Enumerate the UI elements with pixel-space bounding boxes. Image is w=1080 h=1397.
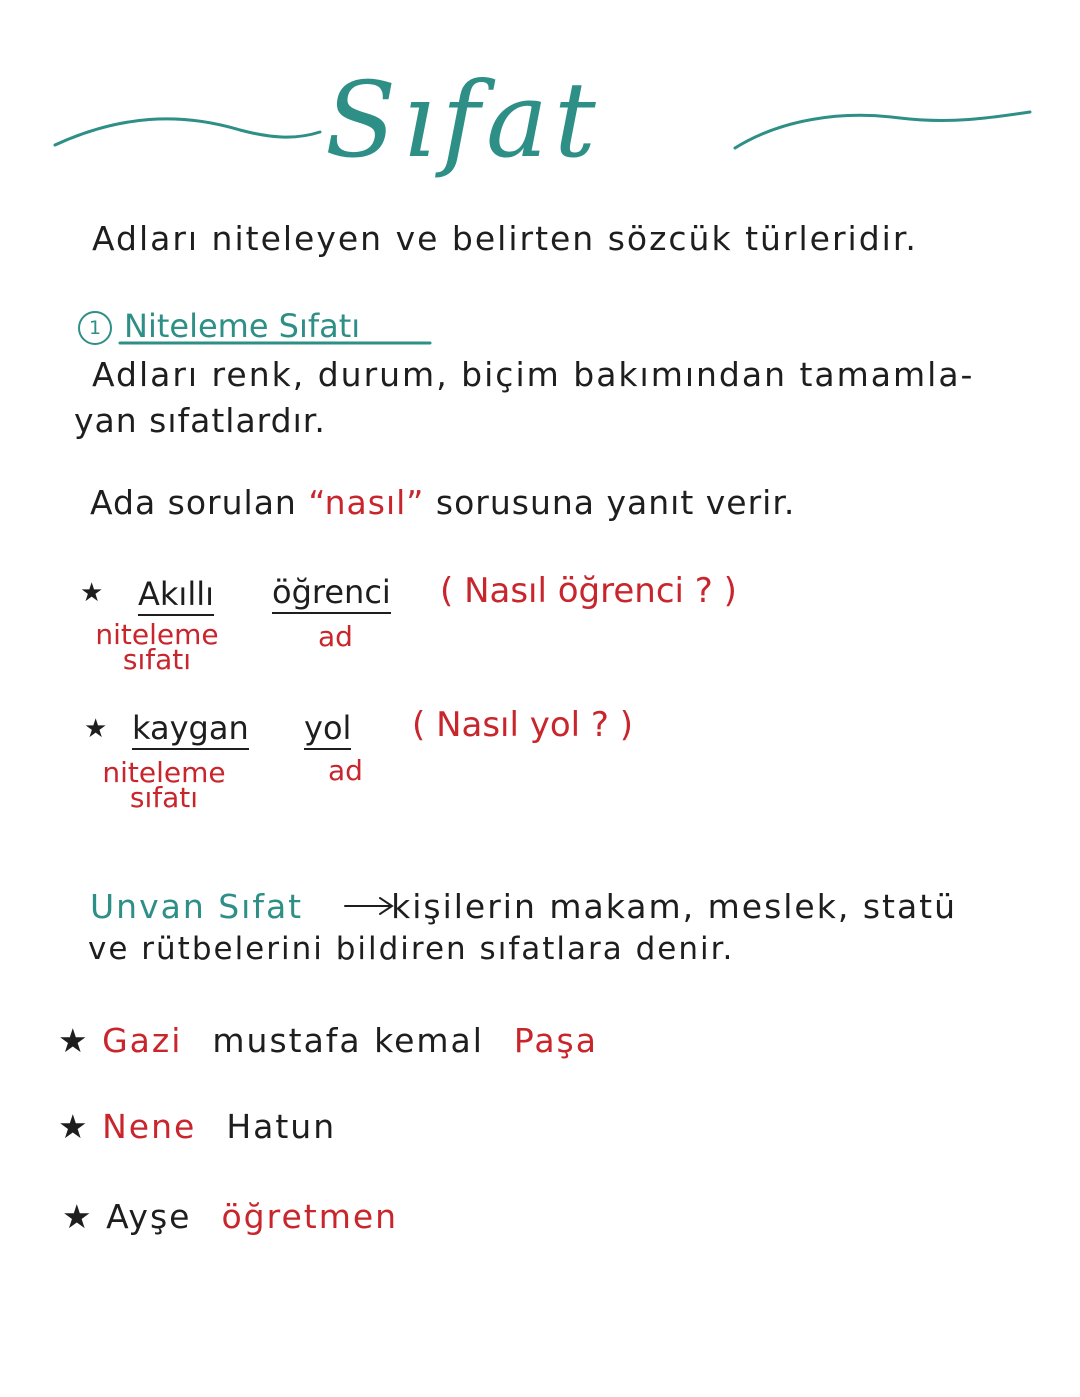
title-swoosh-left xyxy=(55,119,320,145)
definition-line-2: yan sıfatlardır. xyxy=(74,401,326,440)
example-adjective: Akıllı xyxy=(138,578,214,616)
unvan-example xyxy=(62,1197,399,1236)
star-icon: ★ xyxy=(62,1197,94,1236)
star-icon: ★ xyxy=(80,578,104,608)
person-name: Hatun xyxy=(226,1107,337,1146)
adjective-label: niteleme sıfatı xyxy=(102,756,226,815)
title-swoosh-right xyxy=(735,112,1030,148)
title-after: öğretmen xyxy=(221,1197,399,1236)
example-question: ( Nasıl öğrenci ? ) xyxy=(440,571,737,611)
noun-label: ad xyxy=(318,620,353,653)
unvan-term: Unvan Sıfat xyxy=(90,887,304,926)
example-noun: yol xyxy=(304,712,351,750)
star-icon: ★ xyxy=(58,1021,90,1060)
question-before: Ada sorulan xyxy=(90,483,297,522)
section-number: 1 xyxy=(78,311,112,345)
title-before: Gazi xyxy=(102,1021,183,1060)
section-heading-label: Niteleme Sıfatı xyxy=(124,307,361,345)
unvan-example xyxy=(58,1107,337,1146)
unvan-definition-line-1 xyxy=(90,887,958,926)
title-before: Nene xyxy=(102,1107,197,1146)
title-after: Paşa xyxy=(513,1021,598,1060)
unvan-example xyxy=(58,1021,598,1060)
person-name: mustafa kemal xyxy=(212,1021,484,1060)
noun-label: ad xyxy=(328,754,363,787)
example-adjective: kaygan xyxy=(132,712,249,750)
question-word: “nasıl” xyxy=(308,483,425,522)
section-heading xyxy=(78,307,361,345)
intro-text: Adları niteleyen ve belirten sözcük türleridir. xyxy=(92,219,918,258)
person-name: Ayşe xyxy=(106,1197,192,1236)
example-question: ( Nasıl yol ? ) xyxy=(412,705,634,745)
definition-line-1: Adları renk, durum, biçim bakımından tamamla- xyxy=(92,355,975,394)
star-icon: ★ xyxy=(84,714,108,744)
question-after: sorusuna yanıt verir. xyxy=(435,483,796,522)
adjective-label: niteleme sıfatı xyxy=(95,618,219,677)
example-noun: öğrenci xyxy=(272,576,391,614)
star-icon: ★ xyxy=(58,1107,90,1146)
question-line xyxy=(90,483,796,522)
page-title: Sıfat xyxy=(325,59,602,181)
unvan-definition-line-2: ve rütbelerini bildiren sıfatlara denir. xyxy=(88,931,735,967)
unvan-definition: kişilerin makam, meslek, statü xyxy=(391,887,958,926)
